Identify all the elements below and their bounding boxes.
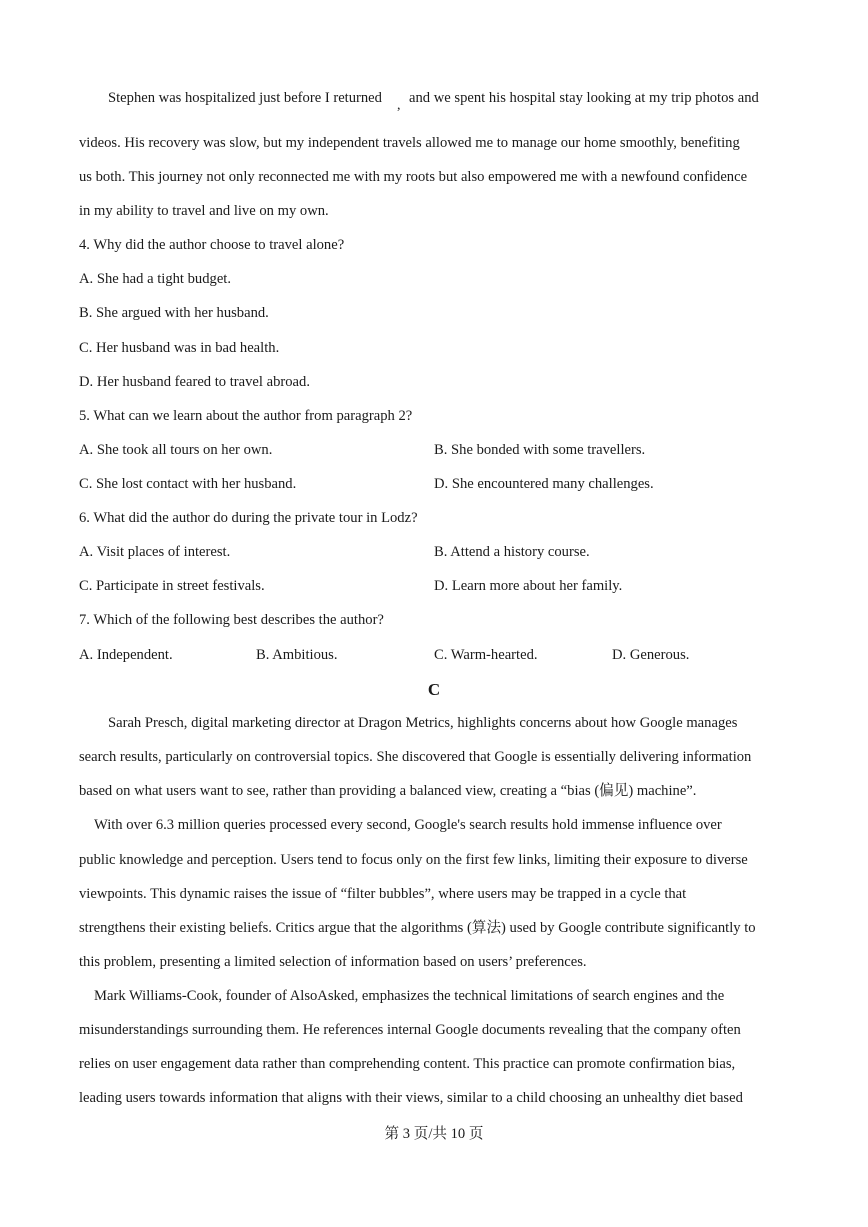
- question-7-option-c: C. Warm-hearted.: [434, 647, 538, 663]
- question-6-option-d: D. Learn more about her family.: [434, 578, 623, 594]
- question-4-option-c: C. Her husband was in bad health.: [79, 340, 280, 356]
- section-c-line-9: Mark Williams-Cook, founder of AlsoAsked, emphasizes the technical limitations of search engines and the: [94, 988, 725, 1004]
- question-6-option-b: B. Attend a history course.: [434, 544, 590, 560]
- section-c-heading: C: [427, 680, 441, 699]
- section-c-line-12: leading users towards information that aligns with their views, similar to a child choosing an unhealthy diet based: [79, 1090, 743, 1106]
- section-c-line-11: relies on user engagement data rather than comprehending content. This practice can promote confirmation bias,: [79, 1056, 736, 1072]
- section-c-line-3: based on what users want to see, rather than providing a balanced view, creating a “bias (偏见) machine”.: [79, 783, 697, 799]
- question-5-option-d: D. She encountered many challenges.: [434, 476, 654, 492]
- question-7-option-d: D. Generous.: [612, 647, 690, 663]
- section-c-line-1: Sarah Presch, digital marketing director at Dragon Metrics, highlights concerns about how Google manages: [108, 715, 738, 731]
- section-c-line-10: misunderstandings surrounding them. He references internal Google documents revealing that the company often: [79, 1022, 741, 1038]
- section-c-line-7: strengthens their existing beliefs. Critics argue that the algorithms (算法) used by Google contribute significantly to: [79, 920, 756, 936]
- section-c-line-5: public knowledge and perception. Users tend to focus only on the first few links, limiting their exposure to diverse: [79, 852, 748, 868]
- question-5-option-a: A. She took all tours on her own.: [79, 442, 273, 458]
- question-4-option-b: B. She argued with her husband.: [79, 305, 269, 321]
- question-5-option-b: B. She bonded with some travellers.: [434, 442, 646, 458]
- passage-line-1a: Stephen was hospitalized just before I returned: [108, 90, 382, 106]
- question-7-option-a: A. Independent.: [79, 647, 173, 663]
- passage-line-1b: and we spent his hospital stay looking at my trip photos and: [409, 90, 759, 106]
- question-7-stem: 7. Which of the following best describes the author?: [79, 612, 384, 628]
- question-4-option-d: D. Her husband feared to travel abroad.: [79, 374, 310, 390]
- passage-line-4: in my ability to travel and live on my own.: [79, 203, 329, 219]
- section-c-line-6: viewpoints. This dynamic raises the issue of “filter bubbles”, where users may be trapped in a cycle that: [79, 886, 687, 902]
- question-6-option-a: A. Visit places of interest.: [79, 544, 231, 560]
- question-6-option-c: C. Participate in street festivals.: [79, 578, 265, 594]
- question-6-stem: 6. What did the author do during the private tour in Lodz?: [79, 510, 418, 526]
- question-7-option-b: B. Ambitious.: [256, 647, 338, 663]
- question-5-option-c: C. She lost contact with her husband.: [79, 476, 297, 492]
- question-4-option-a: A. She had a tight budget.: [79, 271, 231, 287]
- passage-line-3: us both. This journey not only reconnected me with my roots but also empowered me with a newfound confidence: [79, 169, 748, 185]
- question-4-stem: 4. Why did the author choose to travel alone?: [79, 237, 345, 253]
- section-c-line-2: search results, particularly on controversial topics. She discovered that Google is essentially delivering information: [79, 749, 752, 765]
- section-c-line-8: this problem, presenting a limited selection of information based on users’ preferences.: [79, 954, 587, 970]
- passage-comma: ,: [397, 98, 401, 113]
- question-5-stem: 5. What can we learn about the author from paragraph 2?: [79, 408, 413, 424]
- page-number: 第 3 页/共 10 页: [384, 1126, 484, 1142]
- passage-line-2: videos. His recovery was slow, but my independent travels allowed me to manage our home smoothly, benefiting: [79, 135, 740, 151]
- section-c-line-4: With over 6.3 million queries processed every second, Google's search results hold immense influence over: [94, 817, 722, 833]
